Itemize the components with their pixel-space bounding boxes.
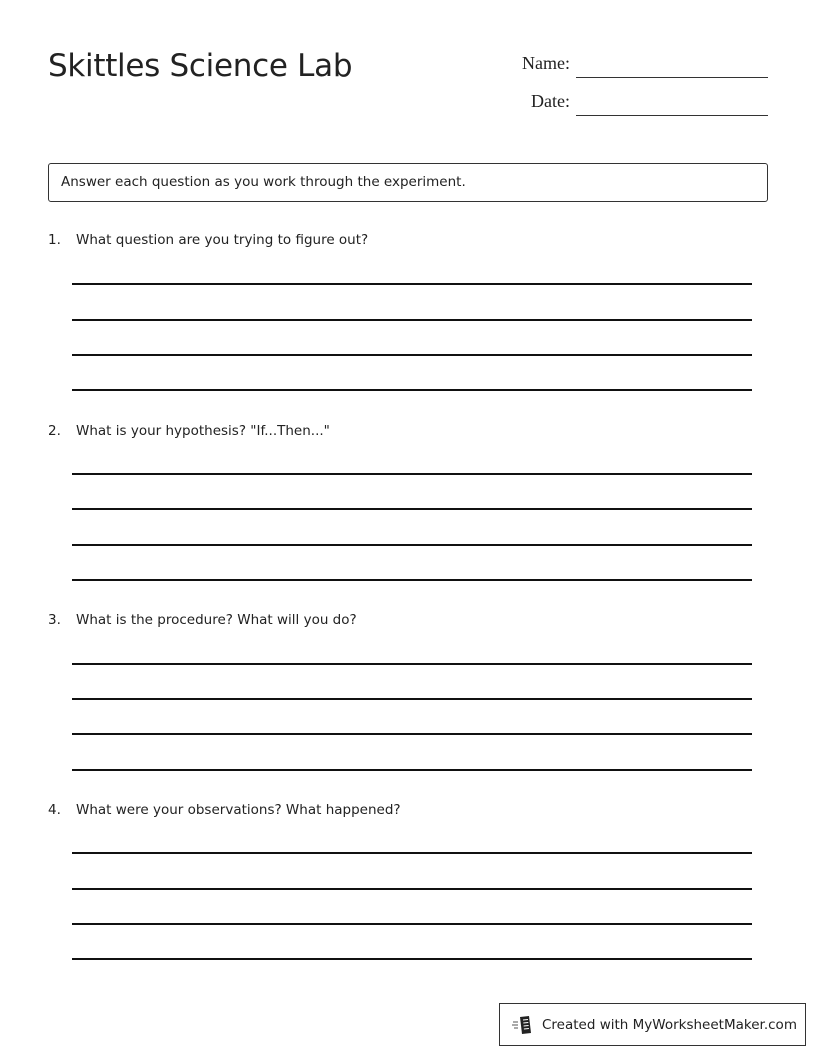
answer-line[interactable] xyxy=(72,698,752,700)
answer-line[interactable] xyxy=(72,852,752,854)
answer-line[interactable] xyxy=(72,888,752,890)
worksheet-title: Skittles Science Lab xyxy=(48,48,353,84)
name-field[interactable] xyxy=(500,48,768,78)
answer-line[interactable] xyxy=(72,733,752,735)
date-label: Date: xyxy=(531,91,570,111)
answer-line[interactable] xyxy=(72,473,752,475)
question-text: What were your observations? What happened? xyxy=(76,802,401,818)
answer-line[interactable] xyxy=(72,319,752,321)
name-blank-line[interactable] xyxy=(576,77,768,78)
answer-line[interactable] xyxy=(72,579,752,581)
name-label: Name: xyxy=(522,53,570,73)
answer-line[interactable] xyxy=(72,283,752,285)
answer-line[interactable] xyxy=(72,663,752,665)
answer-line[interactable] xyxy=(72,923,752,925)
question-text: What is the procedure? What will you do? xyxy=(76,612,357,628)
answer-line[interactable] xyxy=(72,508,752,510)
answer-line[interactable] xyxy=(72,354,752,356)
question-text: What question are you trying to figure out? xyxy=(76,232,369,248)
question-number: 4. xyxy=(48,802,61,818)
answer-line[interactable] xyxy=(72,544,752,546)
footer-text[interactable]: Created with MyWorksheetMaker.com xyxy=(542,1016,797,1033)
worksheet-logo-icon xyxy=(512,1014,534,1036)
date-field[interactable] xyxy=(500,86,768,116)
question-number: 1. xyxy=(48,232,61,248)
question-number: 2. xyxy=(48,423,61,439)
instructions-box: Answer each question as you work through the experiment. xyxy=(48,163,768,202)
answer-line[interactable] xyxy=(72,769,752,771)
date-blank-line[interactable] xyxy=(576,115,768,116)
footer-badge[interactable] xyxy=(499,1003,806,1046)
question-number: 3. xyxy=(48,612,61,628)
answer-line[interactable] xyxy=(72,389,752,391)
answer-line[interactable] xyxy=(72,958,752,960)
question-text: What is your hypothesis? "If...Then..." xyxy=(76,423,330,439)
